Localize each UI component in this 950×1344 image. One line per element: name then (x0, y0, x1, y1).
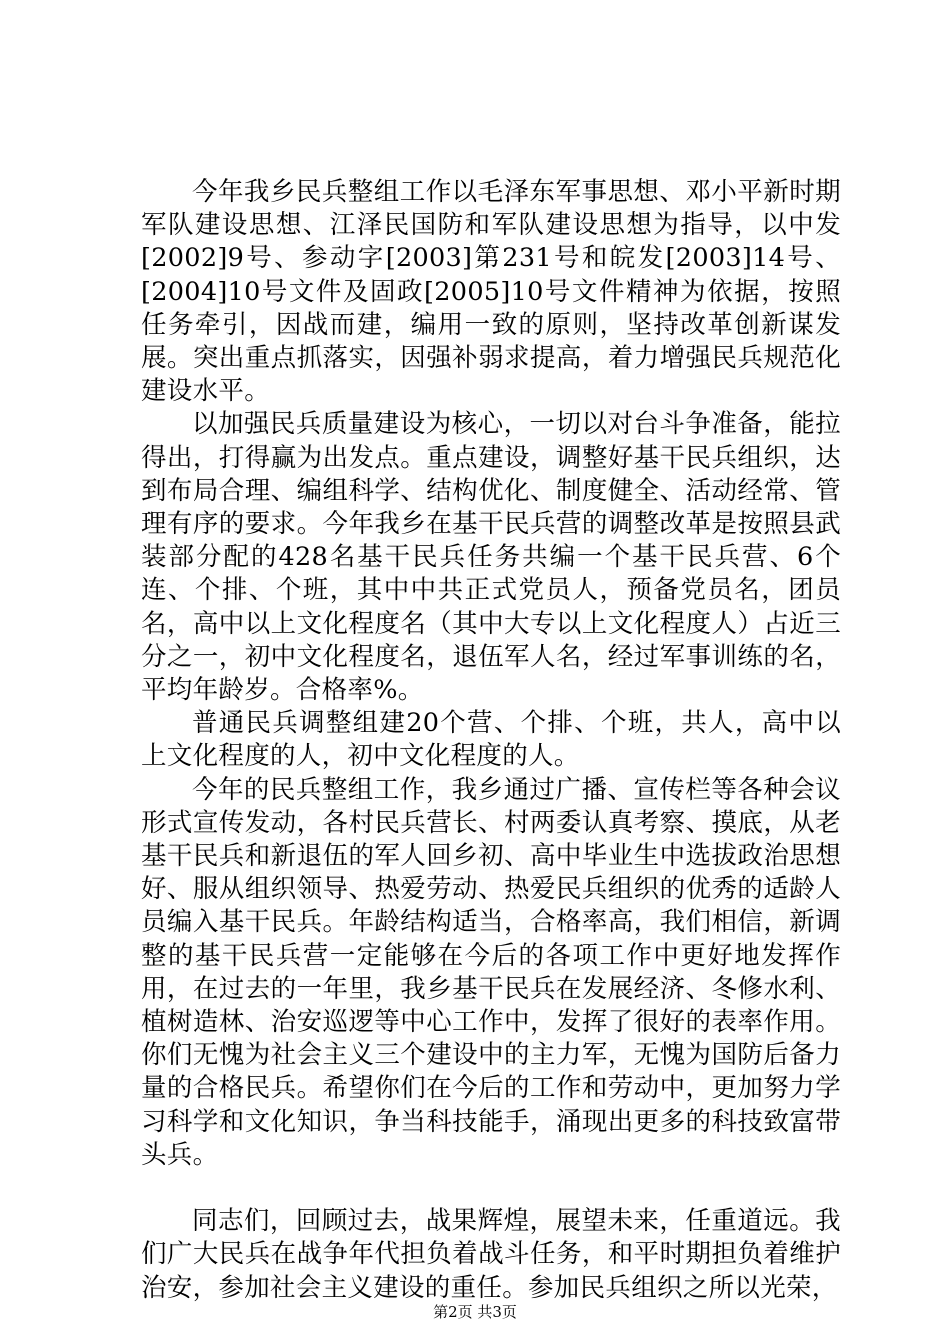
page-number-footer: 第2页 共3页 (433, 1303, 517, 1321)
paragraph-reorganization-work: 今年的民兵整组工作，我乡通过广播、宣传栏等各种会议形式宣传发动，各村民兵营长、村两委认真考察、摸底，从老基干民兵和新退伍的军人回乡初、高中毕业生中选拔政治思想好、服从组织领导、热爱劳动、热爱民兵组织的优秀的适龄人员编入基干民兵。年龄结构适当，合格率高，我们相信，新调整的基干民兵营一定能够在今后的各项工作中更好地发挥作用，在过去的一年里，我乡基干民兵在发展经济、冬修水利、植树造林、治安巡逻等中心工作中，发挥了很好的表率作用。你们无愧为社会主义三个建设中的主力军，无愧为国防后备力量的合格民兵。希望你们在今后的工作和劳动中，更加努力学习科学和文化知识，争当科技能手，涌现出更多的科技致富带头兵。 (141, 774, 841, 1170)
paragraph-comrades: 同志们，回顾过去，战果辉煌，展望未来，任重道远。我们广大民兵在战争年代担负着战斗任务，和平时期担负着维护治安，参加社会主义建设的重任。参加民兵组织之所以光荣， (141, 1206, 841, 1303)
paragraph-guiding-principles: 今年我乡民兵整组工作以毛泽东军事思想、邓小平新时期军队建设思想、江泽民国防和军队建设思想为指导，以中发[2002]9号、参动字[2003]第231号和皖发[2003]14号、[2004]10号文件及固政[2005]10号文件精神为依据，按照任务牵引，因战而建，编用一致的原则，坚持改革创新谋发展。突出重点抓落实，因强补弱求提高，着力增强民兵规范化建设水平。 (141, 177, 841, 407)
document-body (141, 176, 841, 1305)
paragraph-ordinary-militia: 普通民兵调整组建20个营、个排、个班，共人，高中以上文化程度的人，初中文化程度的人。 (141, 708, 841, 772)
paragraph-core-construction: 以加强民兵质量建设为核心，一切以对台斗争准备，能拉得出，打得赢为出发点。重点建设，调整好基干民兵组织，达到布局合理、编组科学、结构优化、制度健全、活动经常、管理有序的要求。今年我乡在基干民兵营的调整改革是按照县武装部分配的428名基干民兵任务共编一个基干民兵营、6个连、个排、个班，其中中共正式党员人，预备党员名，团员名，高中以上文化程度名（其中大专以上文化程度人）占近三分之一，初中文化程度名，退伍军人名，经过军事训练的名，平均年龄岁。合格率%。 (141, 409, 841, 706)
